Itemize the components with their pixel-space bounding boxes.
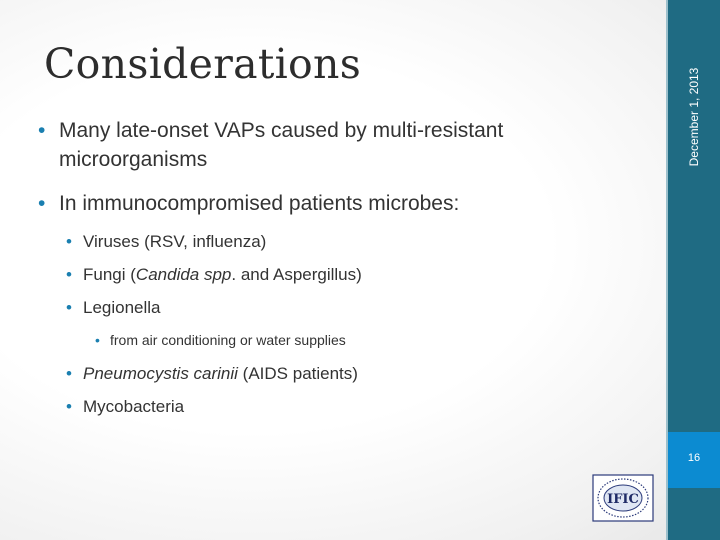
sub-bullet-text-part: Fungi ( [83, 265, 136, 284]
bullet-text: Many late-onset VAPs caused by multi-resistant [59, 119, 504, 142]
sub-bullet-text: Viruses (RSV, influenza) [83, 232, 267, 251]
bullet-marker: • [38, 119, 46, 142]
sub-bullet-text-part: . and Aspergillus) [231, 265, 362, 284]
sub-bullet-marker: • [66, 265, 72, 284]
sub-bullet-marker: • [66, 298, 72, 317]
ific-logo [592, 474, 654, 522]
sub-bullet-marker: • [66, 364, 72, 383]
bullet-text: In immunocompromised patients microbes: [59, 192, 460, 215]
sub-bullet-italic: Pneumocystis carinii [83, 364, 238, 383]
bullet-marker: • [38, 192, 46, 215]
sub-sub-bullet-marker: • [95, 332, 100, 348]
sub-bullet-italic: Candida spp [135, 265, 232, 284]
sub-bullet-text: Legionella [83, 298, 161, 317]
page-number-box [668, 432, 720, 488]
sub-sub-bullet-text: from air conditioning or water supplies [110, 332, 346, 348]
logo-text: IFIC [607, 492, 639, 507]
sub-bullet-text [83, 264, 362, 286]
slide-date: December 1, 2013 [687, 67, 701, 167]
sub-bullet-text [83, 363, 358, 385]
page-number: 16 [687, 452, 701, 464]
slide-title: Considerations [44, 40, 362, 88]
bullet-text-continued: microorganisms [59, 148, 208, 171]
sub-bullet-text-part: (AIDS patients) [237, 364, 358, 383]
sub-bullet-text: Mycobacteria [83, 397, 185, 416]
sub-bullet-marker: • [66, 232, 72, 251]
sub-bullet-marker: • [66, 397, 72, 416]
